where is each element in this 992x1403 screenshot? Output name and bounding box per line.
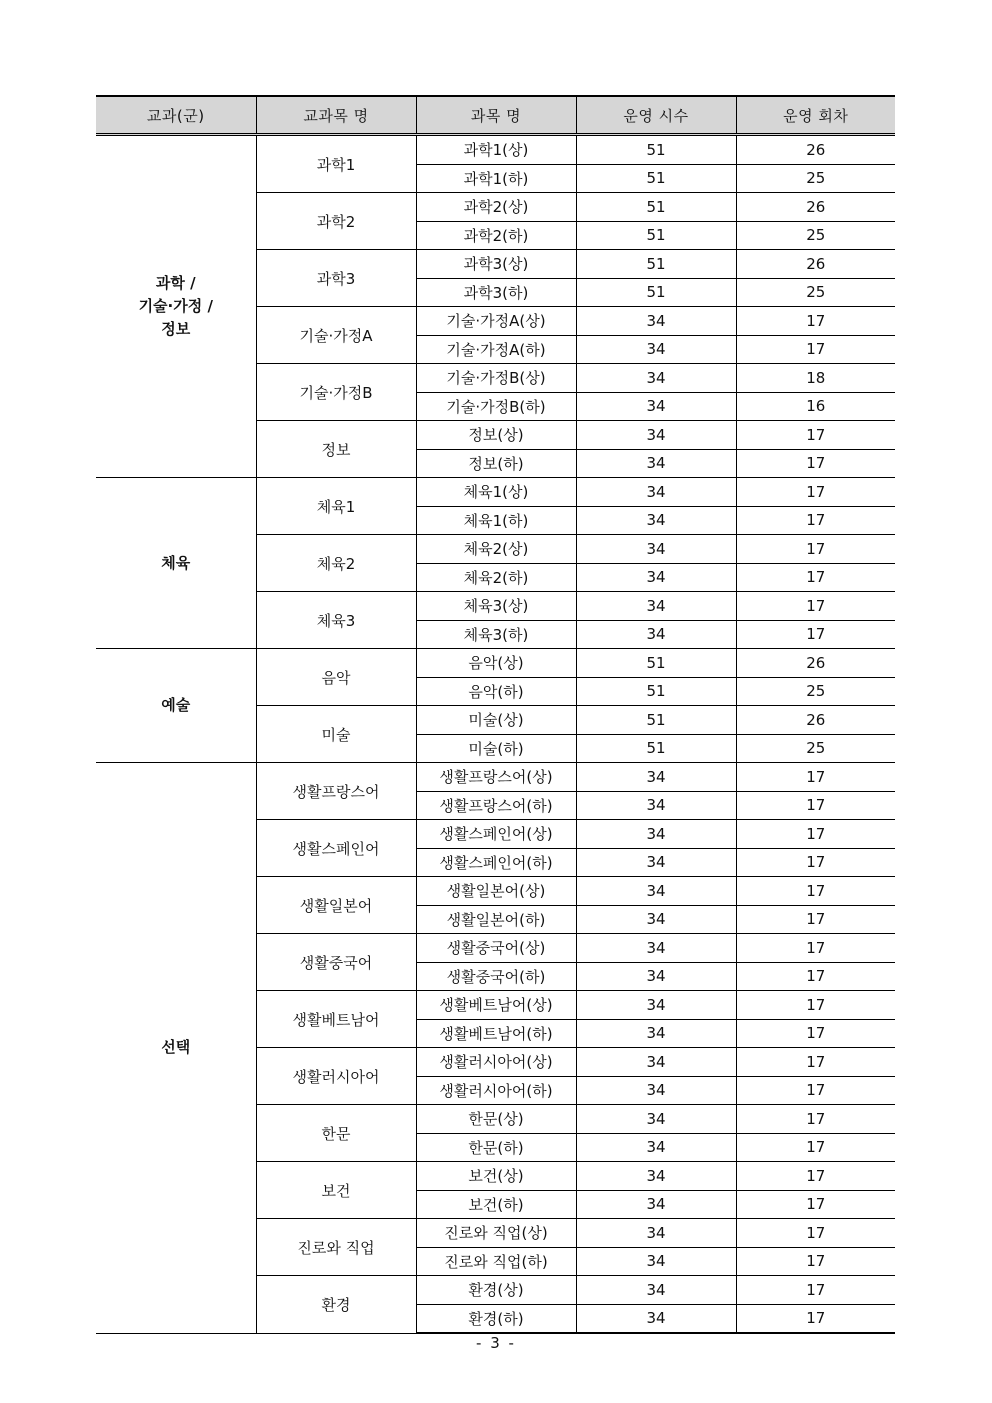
header-subject-name: 교과목 명: [256, 96, 416, 135]
operating-hours-cell: 34: [576, 1048, 736, 1077]
operating-sessions-cell: 17: [736, 421, 895, 450]
operating-sessions-cell: 17: [736, 1304, 895, 1333]
operating-sessions-cell: 17: [736, 506, 895, 535]
subject-group-label: 예술: [161, 696, 191, 714]
operating-sessions-cell: 17: [736, 962, 895, 991]
course-name-cell: 생활스페인어(상): [416, 820, 576, 849]
subject-name-cell: 생활중국어: [256, 934, 416, 991]
operating-hours-cell: 34: [576, 449, 736, 478]
course-name-cell: 체육3(상): [416, 592, 576, 621]
operating-sessions-cell: 25: [736, 164, 895, 193]
operating-sessions-cell: 17: [736, 877, 895, 906]
operating-sessions-cell: 26: [736, 193, 895, 222]
operating-sessions-cell: 17: [736, 307, 895, 336]
course-name-cell: 기술·가정A(하): [416, 335, 576, 364]
header-operating-hours: 운영 시수: [576, 96, 736, 135]
subject-name-cell: 한문: [256, 1105, 416, 1162]
subject-name-cell: 환경: [256, 1276, 416, 1334]
header-operating-sessions: 운영 회차: [736, 96, 895, 135]
operating-hours-cell: 34: [576, 1276, 736, 1305]
operating-sessions-cell: 26: [736, 135, 895, 165]
subject-name-cell: 보건: [256, 1162, 416, 1219]
operating-hours-cell: 34: [576, 877, 736, 906]
operating-hours-cell: 34: [576, 991, 736, 1020]
operating-sessions-cell: 17: [736, 991, 895, 1020]
table-row: [96, 649, 895, 678]
course-name-cell: 기술·가정B(상): [416, 364, 576, 393]
course-name-cell: 생활프랑스어(상): [416, 763, 576, 792]
operating-hours-cell: 34: [576, 791, 736, 820]
course-name-cell: 미술(상): [416, 706, 576, 735]
course-name-cell: 정보(상): [416, 421, 576, 450]
operating-sessions-cell: 17: [736, 820, 895, 849]
operating-sessions-cell: 17: [736, 848, 895, 877]
operating-hours-cell: 34: [576, 563, 736, 592]
course-name-cell: 음악(하): [416, 677, 576, 706]
operating-sessions-cell: 25: [736, 221, 895, 250]
subject-name-cell: 기술·가정A: [256, 307, 416, 364]
course-name-cell: 생활베트남어(상): [416, 991, 576, 1020]
course-name-cell: 진로와 직업(하): [416, 1247, 576, 1276]
operating-sessions-cell: 17: [736, 1133, 895, 1162]
course-name-cell: 음악(상): [416, 649, 576, 678]
course-name-cell: 과학2(하): [416, 221, 576, 250]
course-name-cell: 과학1(상): [416, 135, 576, 165]
operating-hours-cell: 34: [576, 763, 736, 792]
course-name-cell: 과학3(상): [416, 250, 576, 279]
operating-sessions-cell: 26: [736, 706, 895, 735]
operating-hours-cell: 51: [576, 649, 736, 678]
subject-name-cell: 체육2: [256, 535, 416, 592]
course-name-cell: 체육1(상): [416, 478, 576, 507]
operating-sessions-cell: 26: [736, 250, 895, 279]
course-name-cell: 체육2(상): [416, 535, 576, 564]
course-name-cell: 보건(상): [416, 1162, 576, 1191]
operating-sessions-cell: 18: [736, 364, 895, 393]
course-name-cell: 체육3(하): [416, 620, 576, 649]
course-name-cell: 생활일본어(상): [416, 877, 576, 906]
operating-hours-cell: 51: [576, 221, 736, 250]
course-name-cell: 한문(상): [416, 1105, 576, 1134]
course-name-cell: 생활프랑스어(하): [416, 791, 576, 820]
operating-hours-cell: 34: [576, 592, 736, 621]
operating-sessions-cell: 17: [736, 763, 895, 792]
operating-hours-cell: 34: [576, 962, 736, 991]
operating-hours-cell: 34: [576, 1190, 736, 1219]
subject-group-label: 과학 /: [155, 274, 196, 292]
operating-sessions-cell: 17: [736, 335, 895, 364]
table-row: [96, 763, 895, 792]
operating-hours-cell: 34: [576, 421, 736, 450]
course-name-cell: 한문(하): [416, 1133, 576, 1162]
table-row: [96, 135, 895, 165]
subject-name-cell: 과학3: [256, 250, 416, 307]
operating-hours-cell: 34: [576, 1304, 736, 1333]
course-name-cell: 생활러시아어(상): [416, 1048, 576, 1077]
operating-hours-cell: 51: [576, 677, 736, 706]
table-body: [96, 135, 895, 1334]
operating-sessions-cell: 17: [736, 535, 895, 564]
course-name-cell: 체육1(하): [416, 506, 576, 535]
operating-sessions-cell: 17: [736, 1190, 895, 1219]
course-name-cell: 정보(하): [416, 449, 576, 478]
operating-sessions-cell: 17: [736, 1076, 895, 1105]
subject-name-cell: 생활프랑스어: [256, 763, 416, 820]
course-name-cell: 기술·가정A(상): [416, 307, 576, 336]
operating-sessions-cell: 17: [736, 934, 895, 963]
operating-sessions-cell: 17: [736, 1219, 895, 1248]
subject-group-cell: [96, 649, 256, 763]
subject-group-cell: [96, 135, 256, 478]
operating-sessions-cell: 17: [736, 620, 895, 649]
page-number: - 3 -: [476, 1334, 516, 1352]
table-row: [96, 478, 895, 507]
operating-sessions-cell: 17: [736, 1105, 895, 1134]
course-name-cell: 과학2(상): [416, 193, 576, 222]
subject-name-cell: 체육1: [256, 478, 416, 535]
operating-hours-cell: 34: [576, 1076, 736, 1105]
operating-hours-cell: 34: [576, 478, 736, 507]
operating-hours-cell: 51: [576, 278, 736, 307]
course-name-cell: 환경(상): [416, 1276, 576, 1305]
operating-hours-cell: 34: [576, 848, 736, 877]
subject-name-cell: 체육3: [256, 592, 416, 649]
operating-hours-cell: 51: [576, 734, 736, 763]
subject-name-cell: 과학2: [256, 193, 416, 250]
operating-hours-cell: 51: [576, 193, 736, 222]
operating-hours-cell: 34: [576, 364, 736, 393]
course-name-cell: 생활러시아어(하): [416, 1076, 576, 1105]
header-course-name: 과목 명: [416, 96, 576, 135]
course-name-cell: 생활스페인어(하): [416, 848, 576, 877]
operating-sessions-cell: 17: [736, 1162, 895, 1191]
header-subject-group: 교과(군): [96, 96, 256, 135]
subject-group-label: 기술·가정 /: [138, 297, 213, 315]
subject-name-cell: 음악: [256, 649, 416, 706]
course-name-cell: 생활중국어(상): [416, 934, 576, 963]
course-name-cell: 과학3(하): [416, 278, 576, 307]
operating-sessions-cell: 25: [736, 278, 895, 307]
subject-group-label: 체육: [161, 553, 191, 572]
course-name-cell: 환경(하): [416, 1304, 576, 1333]
course-name-cell: 보건(하): [416, 1190, 576, 1219]
subject-group-label: 선택: [161, 1038, 191, 1057]
operating-hours-cell: 34: [576, 1105, 736, 1134]
subject-name-cell: 미술: [256, 706, 416, 763]
operating-hours-cell: 34: [576, 1133, 736, 1162]
operating-hours-cell: 34: [576, 620, 736, 649]
operating-sessions-cell: 17: [736, 592, 895, 621]
course-name-cell: 진로와 직업(상): [416, 1219, 576, 1248]
course-name-cell: 과학1(하): [416, 164, 576, 193]
operating-hours-cell: 34: [576, 820, 736, 849]
operating-sessions-cell: 17: [736, 563, 895, 592]
operating-sessions-cell: 25: [736, 677, 895, 706]
subject-group-label: 정보: [161, 320, 191, 338]
operating-sessions-cell: 17: [736, 1247, 895, 1276]
operating-hours-cell: 51: [576, 164, 736, 193]
subject-group-cell: [96, 763, 256, 1334]
subject-group-cell: [96, 478, 256, 649]
subject-name-cell: 과학1: [256, 135, 416, 193]
table-header: [96, 96, 895, 135]
subject-name-cell: 생활스페인어: [256, 820, 416, 877]
course-name-cell: 생활중국어(하): [416, 962, 576, 991]
course-name-cell: 기술·가정B(하): [416, 392, 576, 421]
operating-hours-cell: 34: [576, 307, 736, 336]
course-name-cell: 생활일본어(하): [416, 905, 576, 934]
operating-hours-cell: 34: [576, 934, 736, 963]
header-row: [96, 96, 895, 135]
operating-hours-cell: 34: [576, 1162, 736, 1191]
subject-name-cell: 생활일본어: [256, 877, 416, 934]
operating-hours-cell: 34: [576, 506, 736, 535]
operating-sessions-cell: 16: [736, 392, 895, 421]
subject-name-cell: 생활러시아어: [256, 1048, 416, 1105]
operating-sessions-cell: 17: [736, 449, 895, 478]
operating-hours-cell: 51: [576, 706, 736, 735]
course-name-cell: 체육2(하): [416, 563, 576, 592]
subject-name-cell: 기술·가정B: [256, 364, 416, 421]
operating-hours-cell: 34: [576, 905, 736, 934]
course-name-cell: 생활베트남어(하): [416, 1019, 576, 1048]
subject-name-cell: 정보: [256, 421, 416, 478]
operating-sessions-cell: 25: [736, 734, 895, 763]
subject-name-cell: 생활베트남어: [256, 991, 416, 1048]
operating-sessions-cell: 17: [736, 791, 895, 820]
subject-name-cell: 진로와 직업: [256, 1219, 416, 1276]
operating-sessions-cell: 17: [736, 905, 895, 934]
operating-sessions-cell: 17: [736, 1019, 895, 1048]
operating-hours-cell: 51: [576, 135, 736, 165]
operating-hours-cell: 51: [576, 250, 736, 279]
operating-sessions-cell: 17: [736, 1048, 895, 1077]
operating-hours-cell: 34: [576, 335, 736, 364]
operating-hours-cell: 34: [576, 1247, 736, 1276]
course-name-cell: 미술(하): [416, 734, 576, 763]
operating-sessions-cell: 17: [736, 478, 895, 507]
operating-sessions-cell: 26: [736, 649, 895, 678]
operating-hours-cell: 34: [576, 1019, 736, 1048]
operating-hours-cell: 34: [576, 1219, 736, 1248]
operating-sessions-cell: 17: [736, 1276, 895, 1305]
operating-hours-cell: 34: [576, 392, 736, 421]
operating-hours-cell: 34: [576, 535, 736, 564]
curriculum-table: [96, 95, 895, 1334]
